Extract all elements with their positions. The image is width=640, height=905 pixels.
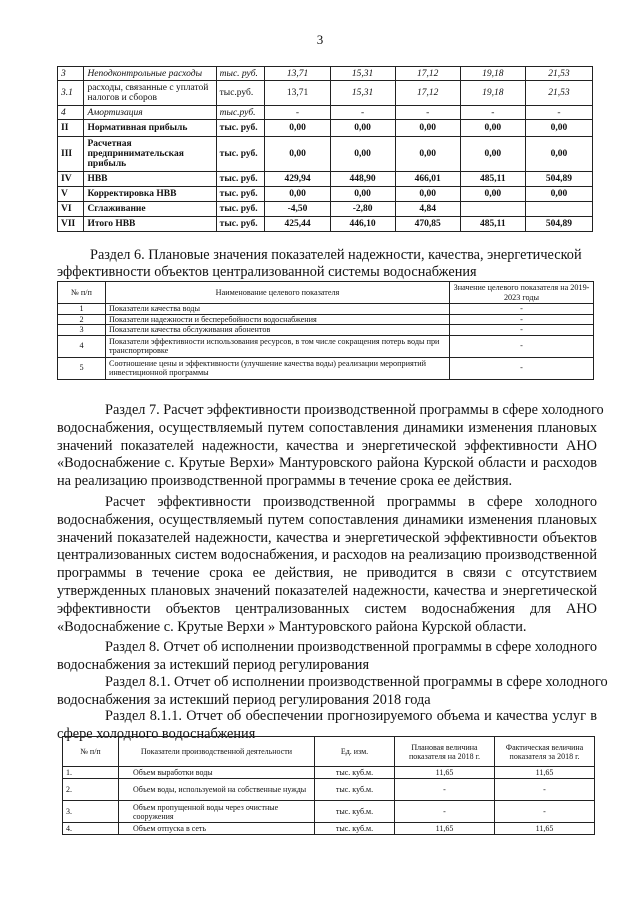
row-unit: тыс.руб. [216,106,265,120]
text-line: Раздел 8. Отчет об исполнении производственной программы в сфере холодного [105,639,597,655]
cell-value: 15,31 [330,67,395,81]
row-number: 3.1 [58,81,84,106]
cell-value: 17,12 [395,81,460,106]
row-number: 2. [63,779,119,801]
row-unit: тыс. руб. [216,187,265,202]
text-line: Раздел 7. Расчет эффективности производственной программы в сфере холодного [105,402,604,418]
fact-value: - [495,801,595,823]
cell-value: 17,12 [395,67,460,81]
cell-value: 0,00 [395,137,460,172]
column-header: Наименование целевого показателя [106,282,450,304]
cell-value: 0,00 [460,137,525,172]
row-name: Корректировка НВВ [84,187,216,202]
table-row [58,304,594,315]
table-header-row [58,282,594,304]
row-number: 4 [58,335,106,357]
production-report-table [62,736,595,835]
text-line: программы в течение срока ее действия, не приводится в связи с отсутствием [57,565,597,582]
text-line: эффективности объектов централизованных систем водоснабжения для АНО [57,600,597,617]
row-number: 3 [58,67,84,81]
row-unit: тыс. куб.м. [315,823,395,835]
efficiency-paragraph [57,494,597,636]
cell-value: 0,00 [330,137,395,172]
text-line: Расчет эффективности производственной программы в сфере холодного [105,494,597,510]
row-value: - [450,314,594,325]
text-line: «Водоснабжение с. Крутые Верхи » Мантуровского района Курской области. [57,618,527,635]
cell-value [460,202,525,217]
cell-value: 0,00 [460,120,525,137]
cell-value: - [395,106,460,120]
table-row [58,106,593,120]
cell-value: 15,31 [330,81,395,106]
row-unit: тыс. куб.м. [315,801,395,823]
table-row [58,325,594,336]
cell-value: - [265,106,330,120]
cell-value [525,202,592,217]
cell-value: 448,90 [330,172,395,187]
row-name: Объем выработки воды [119,767,315,779]
row-value: - [450,357,594,379]
cell-value: -2,80 [330,202,395,217]
section-6-heading-line2: эффективности объектов централизованной системы водоснабжения [57,264,477,280]
row-name: Объем воды, используемой на собственные нужды [119,779,315,801]
row-name: Амортизация [84,106,216,120]
row-name: НВВ [84,172,216,187]
row-number: V [58,187,84,202]
cell-value: 446,10 [330,217,395,232]
row-value: - [450,335,594,357]
page-number: 3 [316,32,324,47]
text-line: сфере холодного водоснабжения [57,725,256,742]
row-unit: тыс. руб. [216,120,265,137]
text-line: водоснабжения, осуществляемый путем сопоставления динамики изменения плановых [57,511,597,528]
row-number: 3 [58,325,106,336]
cell-value: 0,00 [265,137,330,172]
column-header: Показатели производственной деятельности [119,737,315,767]
plan-value: 11,65 [395,823,495,835]
plan-value: - [395,801,495,823]
cell-value: 485,11 [460,217,525,232]
text-line: утвержденных плановых значений показателей надежности, качества и энергетической [57,582,597,599]
cell-value: 0,00 [460,187,525,202]
row-number: 1 [58,304,106,315]
cell-value: 0,00 [525,137,592,172]
row-number: 2 [58,314,106,325]
row-value: - [450,325,594,336]
row-name: Показатели качества воды [106,304,450,315]
table-row [58,335,594,357]
cell-value: -4,50 [265,202,330,217]
cell-value: 21,53 [525,67,592,81]
row-name: Показатели надежности и бесперебойности водоснабжения [106,314,450,325]
cell-value: 504,89 [525,217,592,232]
row-number: IV [58,172,84,187]
cell-value: 0,00 [525,187,592,202]
cell-value: 0,00 [330,120,395,137]
table-row [58,202,593,217]
cell-value: 0,00 [395,120,460,137]
cell-value: 0,00 [265,120,330,137]
cell-value: 470,85 [395,217,460,232]
table-row [58,120,593,137]
row-unit: тыс. руб. [216,67,265,81]
cell-value: 425,44 [265,217,330,232]
section-7-paragraph [57,402,604,491]
table-row [58,81,593,106]
row-value: - [450,304,594,315]
cell-value: 504,89 [525,172,592,187]
plan-value: - [395,779,495,801]
cell-value: 429,94 [265,172,330,187]
row-number: 3. [63,801,119,823]
nvv-table [57,66,593,232]
column-header: Плановая величина показателя на 2018 г. [395,737,495,767]
cell-value: 0,00 [330,187,395,202]
text-line: водоснабжения за истекший период регулирования [57,656,370,673]
row-number: VII [58,217,84,232]
section-8-1-heading [57,674,608,710]
row-number: II [58,120,84,137]
text-line: Раздел 8.1.1. Отчет об обеспечении прогнозируемого объема и качества услуг в [105,708,597,724]
cell-value: - [460,106,525,120]
cell-value: 21,53 [525,81,592,106]
section-6-heading-line1: Раздел 6. Плановые значения показателей надежности, качества, энергетической [90,247,582,263]
row-unit: тыс. руб. [216,172,265,187]
row-unit: тыс. руб. [216,137,265,172]
cell-value: 19,18 [460,67,525,81]
column-header: Значение целевого показателя на 2019-2023 годы [450,282,594,304]
table-row [58,172,593,187]
row-name: Показатели эффективности использования ресурсов, в том числе сокращения потерь воды при транспортировке [106,335,450,357]
table-row [58,314,594,325]
cell-value: 0,00 [525,120,592,137]
cell-value: 0,00 [265,187,330,202]
text-line: значений показателей надежности, качества и энергетической эффективности АНО [57,437,597,454]
row-name: Нормативная прибыль [84,120,216,137]
text-line: значений показателей надежности, качества и энергетической эффективности объектов [57,529,597,546]
table-row [63,801,595,823]
row-number: 1. [63,767,119,779]
column-header: Фактическая величина показателя за 2018 г. [495,737,595,767]
text-line: водоснабжения за истекший период регулирования 2018 года [57,691,431,708]
row-name: Неподконтрольные расходы [84,67,216,81]
column-header: № п/п [63,737,119,767]
row-unit: тыс. руб. [216,217,265,232]
target-indicators-table [57,281,594,380]
text-line: централизованных систем водоснабжения, и расходов на реализацию производственной [57,547,597,564]
fact-value: - [495,779,595,801]
row-name: расходы, связанные с уплатой налогов и сборов [84,81,216,106]
cell-value: 485,11 [460,172,525,187]
column-header: Ед. изм. [315,737,395,767]
row-name: Соотношение цены и эффективности (улучшение качества воды) реализации мероприятий инвестиционной программы [106,357,450,379]
row-name: Объем пропущенной воды через очистные сооружения [119,801,315,823]
row-name: Итого НВВ [84,217,216,232]
plan-value: 11,65 [395,767,495,779]
cell-value: 0,00 [395,187,460,202]
section-8-heading [57,639,597,675]
text-line: на реализацию производственной программы в течение срока ее действия. [57,473,513,490]
table-row [63,823,595,835]
row-name: Показатели качества обслуживания абонентов [106,325,450,336]
table-row [58,357,594,379]
cell-value: - [330,106,395,120]
table-row [58,67,593,81]
table-row [58,217,593,232]
row-name: Объем отпуска в сеть [119,823,315,835]
row-number: VI [58,202,84,217]
cell-value: 466,01 [395,172,460,187]
cell-value: - [525,106,592,120]
row-number: 5 [58,357,106,379]
column-header: № п/п [58,282,106,304]
row-number: 4 [58,106,84,120]
text-line: Раздел 8.1. Отчет об исполнении производственной программы в сфере холодного [105,674,608,690]
row-name: Расчетная предпринимательская прибыль [84,137,216,172]
row-unit: тыс. руб. [216,202,265,217]
fact-value: 11,65 [495,823,595,835]
row-number: III [58,137,84,172]
text-line: водоснабжения, осуществляемый путем сопоставления динамики изменения плановых [57,419,597,436]
table-header-row [63,737,595,767]
cell-value: 4,84 [395,202,460,217]
row-number: 4. [63,823,119,835]
table-row [58,187,593,202]
cell-value: 19,18 [460,81,525,106]
row-unit: тыс. куб.м. [315,767,395,779]
row-unit: тыс. куб.м. [315,779,395,801]
cell-value: 13,71 [265,81,330,106]
row-name: Сглаживание [84,202,216,217]
fact-value: 11,65 [495,767,595,779]
row-unit: тыс.руб. [216,81,265,106]
table-row [63,767,595,779]
cell-value: 13,71 [265,67,330,81]
table-row [63,779,595,801]
text-line: «Водоснабжение с. Крутые Верхи» Мантуровского района Курской области и расходов [57,455,597,472]
table-row [58,137,593,172]
